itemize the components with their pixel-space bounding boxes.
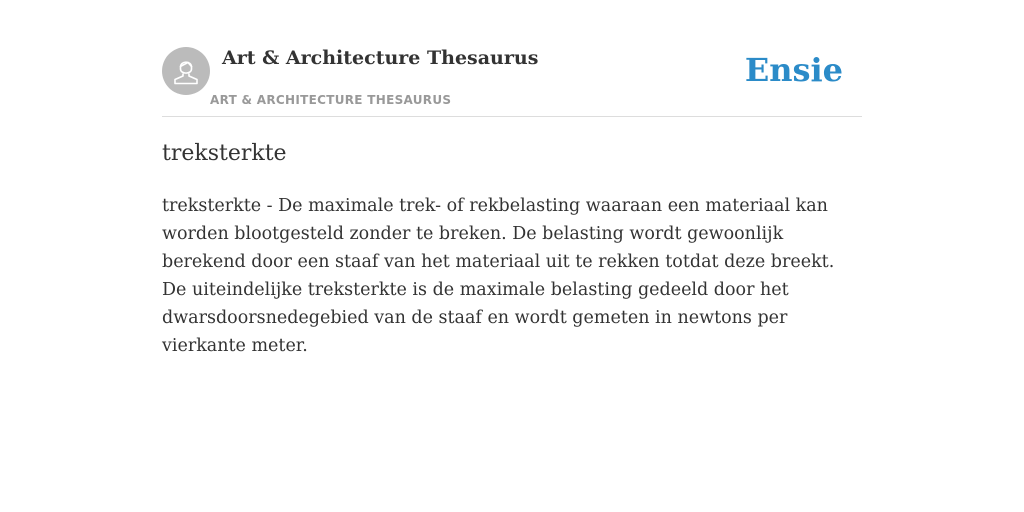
source-title[interactable]: Art & Architecture Thesaurus	[222, 47, 539, 69]
user-icon	[162, 47, 210, 95]
entry-term: treksterkte	[162, 141, 287, 166]
brand-logo[interactable]: Ensie	[744, 51, 843, 89]
source-subtitle[interactable]: ART & ARCHITECTURE THESAURUS	[210, 93, 452, 107]
entry-header	[162, 0, 862, 117]
content-container	[162, 0, 862, 356]
avatar[interactable]	[162, 47, 210, 95]
entry-definition: treksterkte - De maximale trek- of rekbelasting waaraan een materiaal kan worden blootgesteld zonder te breken. De belasting wordt gewoonlijk berekend door een staaf van het materiaal uit te rekken totdat deze breekt. De uiteindelijke treksterkte is de maximale belasting gedeeld door het dwarsdoorsnedegebied van de staaf en wordt gemeten in newtons per vierkante meter.	[162, 196, 835, 356]
